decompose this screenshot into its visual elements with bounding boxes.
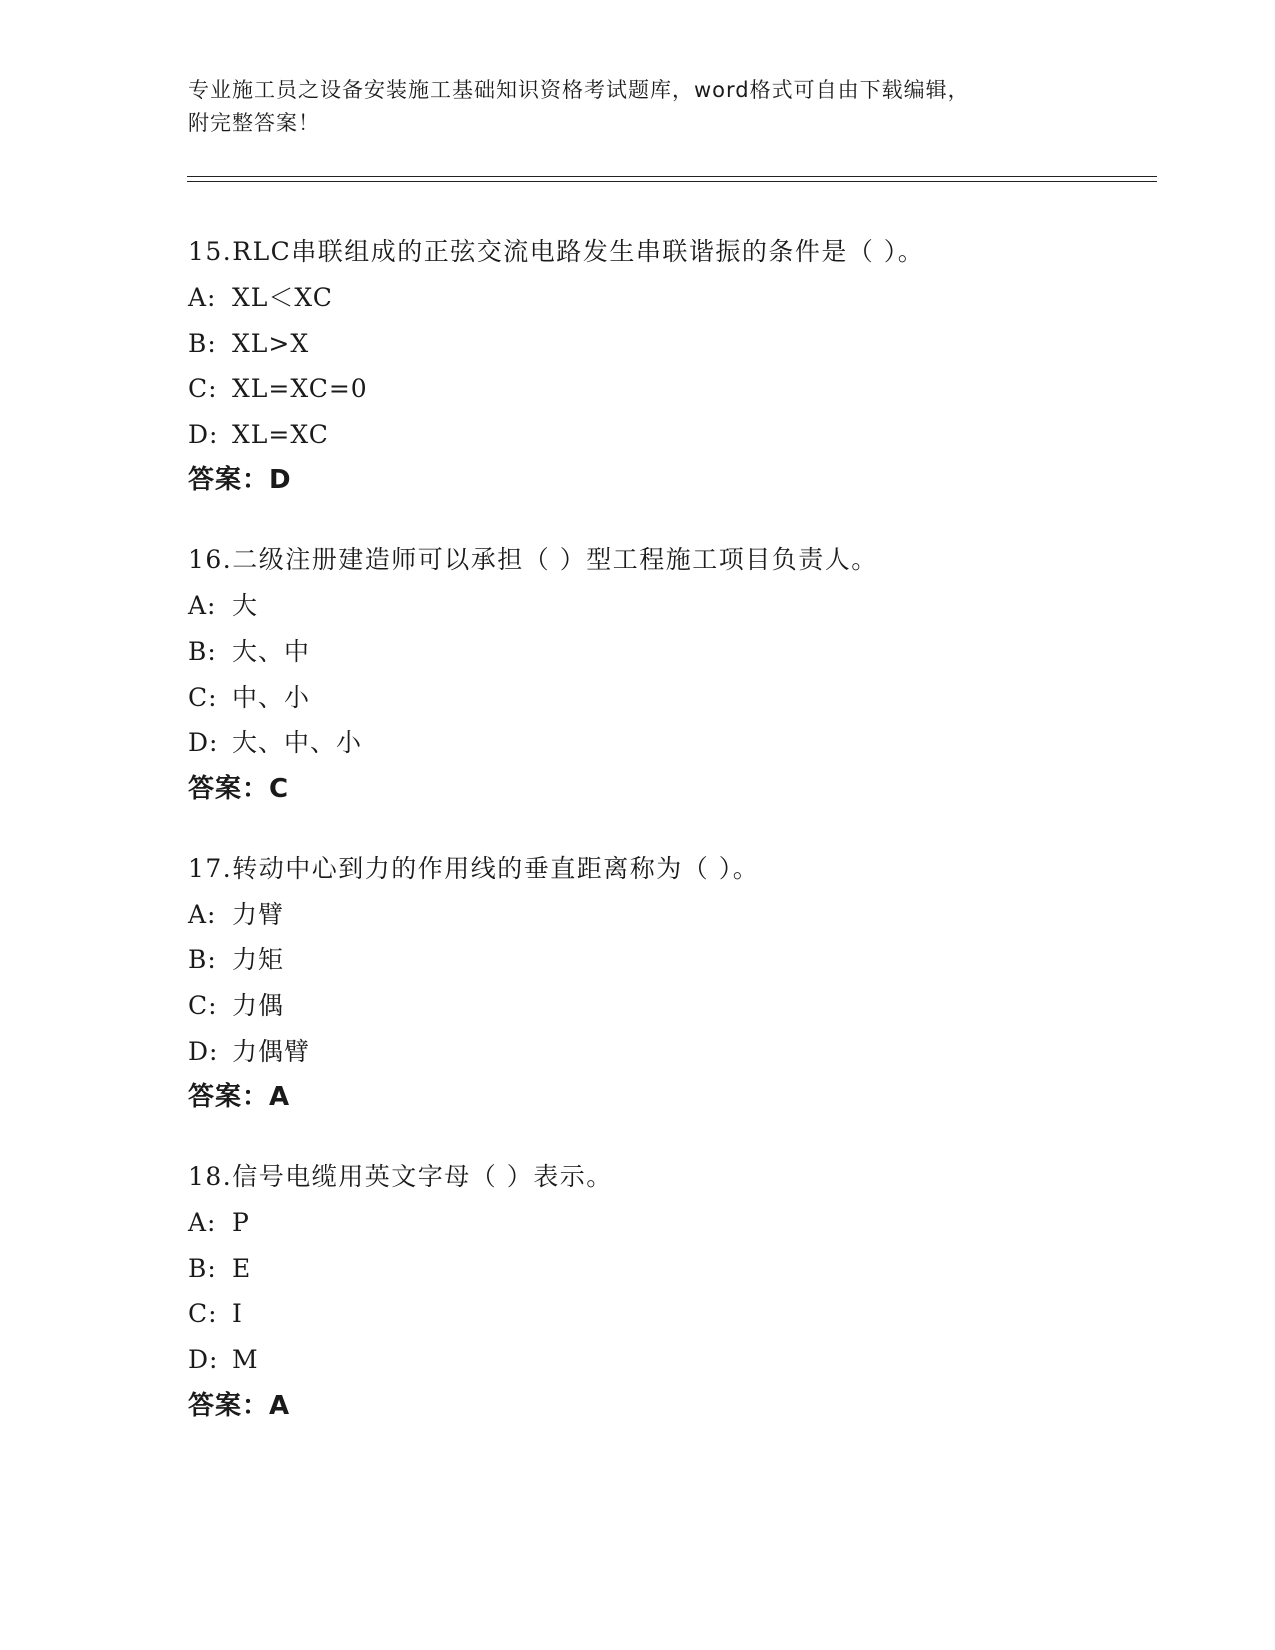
question-title: 15.RLC串联组成的正弦交流电路发生串联谐振的条件是（ ）。 [188,237,925,266]
option-key: D: [188,728,219,758]
option-b [188,1253,1148,1285]
option-key: C: [188,1299,218,1329]
option-c [188,373,1148,405]
option-key: B: [188,1253,217,1283]
question-title: 18.信号电缆用英文字母（ ）表示。 [188,1162,613,1192]
option-text: XL=XC [232,419,329,449]
option-key: C: [188,374,218,404]
header-divider-bottom [187,181,1157,182]
header-line-2: 附完整答案！ [188,111,320,135]
option-key: A: [188,591,217,621]
option-text: 大 [232,591,259,621]
option-text: M [232,1344,259,1374]
option-text: 大、中、小 [232,728,363,758]
option-c [188,682,1148,714]
option-d [188,1344,1148,1376]
option-d [188,727,1148,759]
option-text: XL＜XC [232,283,333,312]
answer-line: 答案：D [188,465,292,496]
option-key: A: [188,1208,217,1238]
option-key: B: [188,945,217,975]
question-list [188,236,1148,1470]
option-text: 力偶 [232,990,285,1020]
option-text: 力矩 [232,945,285,975]
option-key: D: [188,1344,219,1374]
option-a [188,1207,1148,1239]
question-title: 17.转动中心到力的作用线的垂直距离称为（ ）。 [188,853,760,883]
option-b [188,328,1148,360]
answer-line: 答案：A [188,1390,291,1421]
option-key: C: [188,682,218,712]
option-key: D: [188,419,219,449]
header-line-1: 专业施工员之设备安装施工基础知识资格考试题库，word格式可自由下载编辑， [188,78,970,102]
option-text: XL>X [232,328,310,358]
option-text: 大、中 [232,636,311,666]
question-17 [188,853,1148,1113]
question-15 [188,236,1148,496]
option-key: C: [188,990,218,1020]
option-key: B: [188,328,217,358]
option-a [188,282,1148,314]
question-18 [188,1161,1148,1421]
option-key: A: [188,899,217,929]
option-text: P [232,1208,250,1238]
answer-line: 答案：C [188,773,290,804]
question-title: 16.二级注册建造师可以承担（ ）型工程施工项目负责人。 [188,545,878,575]
option-c [188,1298,1148,1330]
option-text: 力臂 [232,899,285,929]
option-a [188,590,1148,622]
option-key: D: [188,1036,219,1066]
answer-line: 答案：A [188,1082,291,1113]
option-text: 力偶臂 [232,1036,311,1066]
option-d [188,419,1148,451]
option-b [188,944,1148,976]
header-divider-top [187,176,1157,177]
option-a [188,899,1148,931]
option-key: A: [188,283,217,312]
option-text: 中、小 [232,682,311,712]
question-16 [188,544,1148,804]
option-b [188,636,1148,668]
option-key: B: [188,636,217,666]
option-text: I [232,1299,243,1329]
option-text: E [232,1253,252,1283]
option-text: XL=XC=0 [232,374,368,404]
option-c [188,990,1148,1022]
option-d [188,1036,1148,1068]
document-header [188,74,1068,140]
